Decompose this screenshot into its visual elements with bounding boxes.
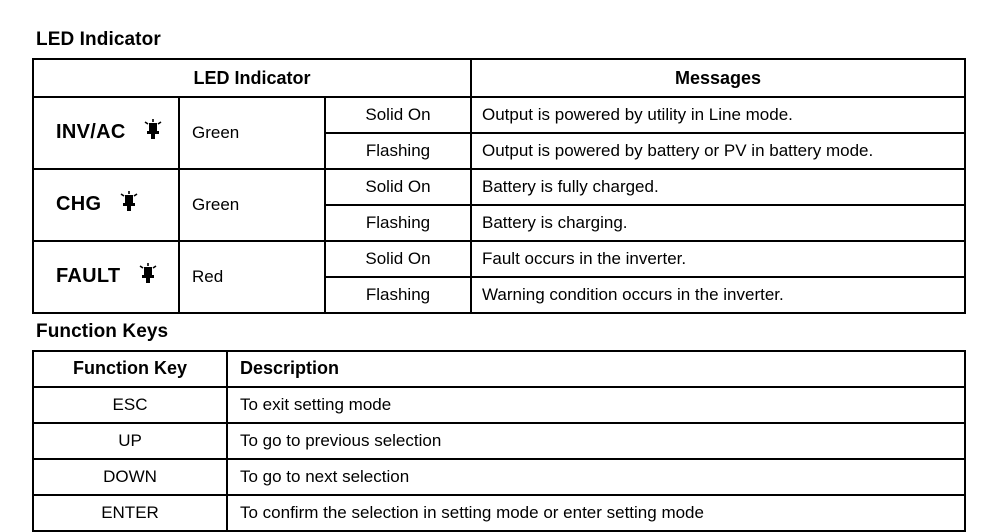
function-key-name: UP [33,423,227,459]
led-label-inv-ac: INV/AC [56,120,126,143]
header-function-key: Function Key [33,351,227,387]
header-led-indicator: LED Indicator [33,59,471,97]
led-label-chg: CHG [56,192,102,215]
function-key-description: To go to next selection [227,459,965,495]
function-key-description: To go to previous selection [227,423,965,459]
table-row [33,169,965,205]
led-color-inv-ac: Green [179,97,325,169]
led-message: Battery is charging. [471,205,965,241]
led-lamp-icon [119,191,139,219]
function-key-name: ENTER [33,495,227,531]
table-row [33,495,965,531]
led-state: Solid On [325,169,471,205]
function-key-name: DOWN [33,459,227,495]
led-message: Output is powered by battery or PV in battery mode. [471,133,965,169]
header-messages: Messages [471,59,965,97]
led-message: Battery is fully charged. [471,169,965,205]
table-header-row [33,351,965,387]
function-key-name: ESC [33,387,227,423]
table-row [33,459,965,495]
table-row [33,423,965,459]
led-state: Flashing [325,277,471,313]
header-description: Description [227,351,965,387]
led-label-fault: FAULT [56,264,121,287]
function-keys-section-title: Function Keys [36,320,169,342]
table-row [33,241,965,277]
led-message: Warning condition occurs in the inverter. [471,277,965,313]
led-message: Output is powered by utility in Line mode. [471,97,965,133]
led-state: Flashing [325,133,471,169]
led-lamp-icon [138,263,158,291]
led-color-fault: Red [179,241,325,313]
led-color-chg: Green [179,169,325,241]
led-name-cell [33,97,179,169]
led-name-cell [33,169,179,241]
led-message: Fault occurs in the inverter. [471,241,965,277]
table-row [33,97,965,133]
function-key-description: To exit setting mode [227,387,965,423]
led-lamp-icon [143,119,163,147]
led-state: Flashing [325,205,471,241]
function-key-description: To confirm the selection in setting mode or enter setting mode [227,495,965,531]
led-state: Solid On [325,97,471,133]
led-name-cell [33,241,179,313]
led-indicator-table [32,58,966,314]
led-indicator-section-title: LED Indicator [36,29,161,50]
table-header-row [33,59,965,97]
led-state: Solid On [325,241,471,277]
table-row [33,387,965,423]
function-keys-table [32,350,966,532]
